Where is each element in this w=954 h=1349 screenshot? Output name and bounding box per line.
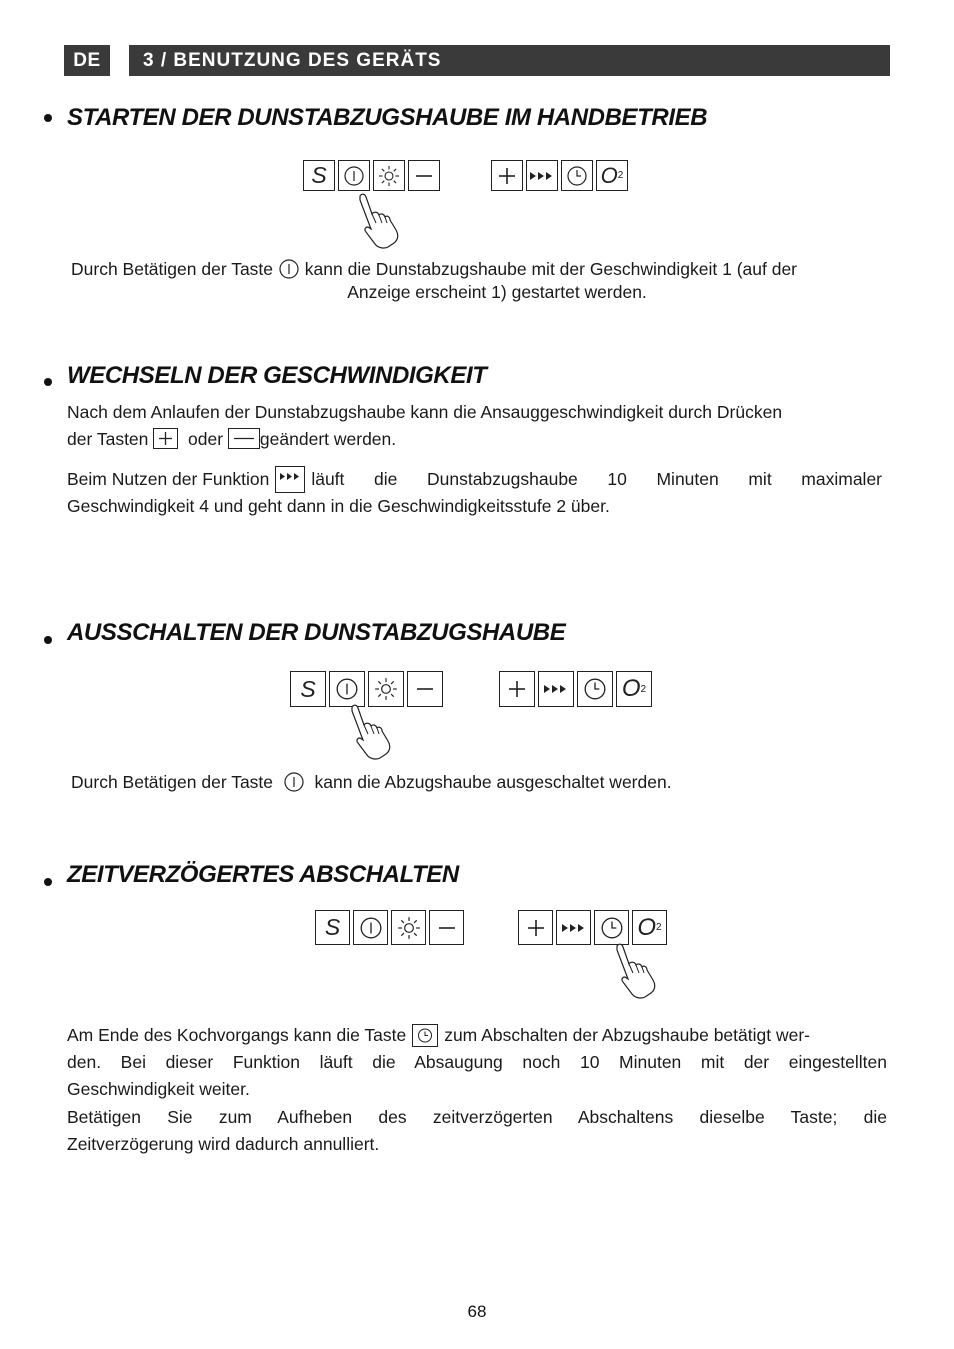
boost-icon [543,682,569,696]
bullet-icon [44,878,52,886]
light-button [391,910,426,945]
delay-paragraph-1: Am Ende des Kochvorgangs kann die Taste zum Abschalten der Abzugshaube betätigt wer- [67,1025,810,1045]
minus-icon [413,165,435,187]
boost-icon [529,169,555,183]
control-panel [315,910,667,945]
boost-icon [561,921,587,935]
boost-icon [276,467,304,492]
s-button: S [290,671,326,707]
plus-button [491,160,523,191]
bullet-icon [44,636,52,644]
s-button: S [303,160,335,191]
panel-left-group [315,910,464,945]
power-button [353,910,388,945]
start-paragraph-line2: Anzeige erscheint 1) gestartet werden. [347,282,647,302]
delay-paragraph-2-line2: Zeitverzögerung wird dadurch annulliert. [67,1134,380,1154]
control-panel [303,160,628,191]
speed-paragraph-1: Nach dem Anlaufen der Dunstabzugshaube kann die Ansauggeschwindigkeit durch Drücken [67,402,783,422]
pointing-hand-icon [352,192,406,250]
minus-button [407,671,443,707]
timer-button [561,160,593,191]
plus-icon [506,678,528,700]
heading-speed: WECHSELN DER GESCHWINDIGKEIT [67,362,487,389]
pointing-hand-icon [342,703,400,761]
panel-right-group [499,671,652,707]
page-number: 68 [467,1302,487,1321]
heading-start: STARTEN DER DUNSTABZUGSHAUBE IM HANDBETRIEB [67,104,708,131]
timer-button [577,671,613,707]
delay-paragraph-1-line3: Geschwindigkeit weiter. [67,1079,250,1099]
timer-icon [413,1025,437,1046]
chapter-title: 3 / BENUTZUNG DES GERÄTS [129,45,890,76]
timer-key-inline [412,1024,438,1047]
power-button [338,160,370,191]
plus-icon [496,165,518,187]
plus-button [518,910,553,945]
speed-paragraph-2: Beim Nutzen der Funktion läuft die Dunstabzugshaube 10 Minuten mit maximaler [67,466,882,493]
panel-right-group [491,160,628,191]
light-icon [396,915,422,941]
speed-paragraph-1-line2: der Tasten oder geändert werden. [67,429,397,449]
o2-button: O 2 [596,160,628,191]
s-button: S [315,910,350,945]
heading-off: AUSSCHALTEN DER DUNSTABZUGSHAUBE [67,619,566,646]
power-button [329,671,365,707]
panel-right-group [518,910,667,945]
minus-icon [436,917,458,939]
plus-key-inline [153,428,178,449]
light-button [373,160,405,191]
light-icon [377,164,401,188]
power-icon [278,258,300,280]
o2-button: O 2 [632,910,667,945]
delay-paragraph-1-line2: den. Bei dieser Funktion läuft die Absaugung noch 10 Minuten mit der eingestellten [67,1052,887,1072]
light-button [368,671,404,707]
minus-icon [229,429,259,448]
minus-button [408,160,440,191]
plus-button [499,671,535,707]
timer-button [594,910,629,945]
plus-icon [525,917,547,939]
minus-key-inline [228,428,260,449]
boost-button [526,160,558,191]
plus-icon [154,429,177,448]
power-icon [359,916,383,940]
boost-key-inline [275,466,305,493]
heading-delay: ZEITVERZÖGERTES ABSCHALTEN [67,861,459,888]
pointing-hand-icon [608,942,664,1000]
off-paragraph: Durch Betätigen der Taste kann die Abzugshaube ausgeschaltet werden. [71,772,672,792]
start-paragraph: Durch Betätigen der Taste kann die Dunstabzugshaube mit der Geschwindigkeit 1 (auf der [71,259,798,279]
minus-icon [414,678,436,700]
timer-icon [583,677,607,701]
power-icon [343,165,365,187]
power-icon [283,771,305,793]
bullet-icon [44,114,52,122]
power-icon [335,677,359,701]
light-icon [373,676,399,702]
panel-left-group [290,671,443,707]
panel-left-group [303,160,440,191]
boost-button [538,671,574,707]
timer-icon [600,916,624,940]
minus-button [429,910,464,945]
bullet-icon [44,378,52,386]
boost-button [556,910,591,945]
control-panel [290,671,652,707]
delay-paragraph-2: Betätigen Sie zum Aufheben des zeitverzögerten Abschaltens dieselbe Taste; die [67,1107,887,1127]
o2-button: O 2 [616,671,652,707]
language-badge: DE [64,45,110,76]
speed-paragraph-2-line2: Geschwindigkeit 4 und geht dann in die Geschwindigkeitsstufe 2 über. [67,496,610,516]
timer-icon [566,165,588,187]
